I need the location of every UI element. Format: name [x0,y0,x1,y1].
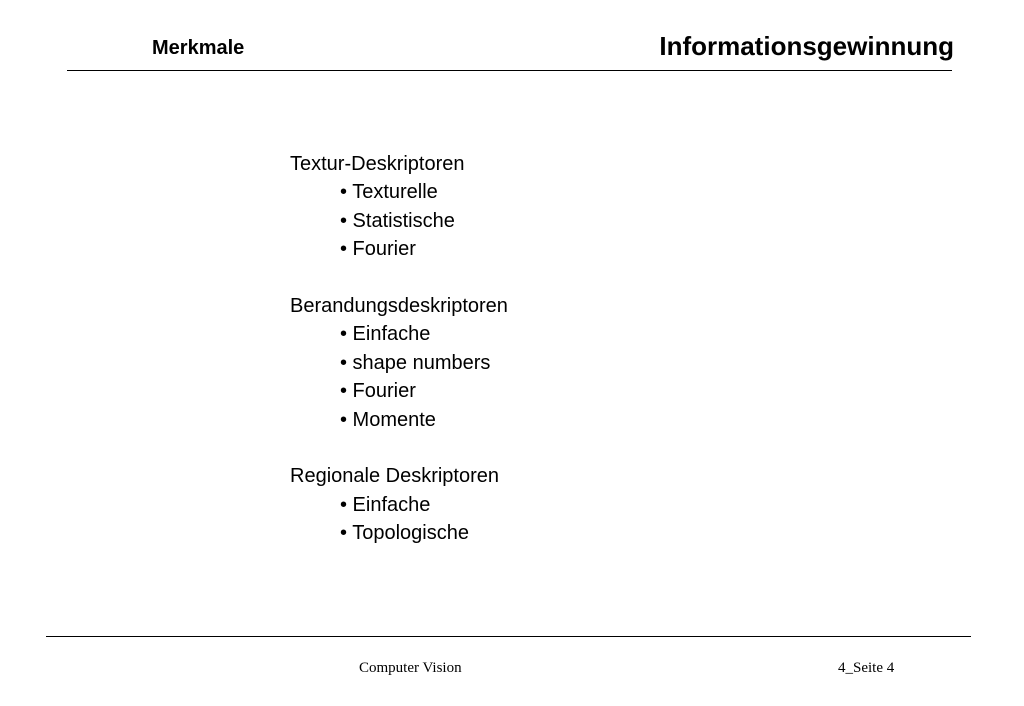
bullet-item: • Einfache [340,493,431,516]
bullet-item: • Statistische [340,209,455,232]
bullet-list [290,178,508,263]
section-title: Textur-Deskriptoren [290,153,465,175]
header-section-title: Merkmale [152,37,245,59]
header-divider [67,70,952,71]
slide-content [290,150,508,548]
header-chapter-title: Informationsgewinnung [659,31,954,61]
section-title: Regionale Deskriptoren [290,465,500,488]
bullet-item: • Momente [340,408,436,431]
bullet-item: • shape numbers [340,351,491,374]
section-texture-descriptors [290,150,508,264]
section-title: Berandungsdeskriptoren [290,295,508,318]
footer-page-number: 4_Seite 4 [838,660,895,676]
bullet-item: • Fourier [340,238,416,261]
section-regional-descriptors [290,462,508,547]
section-boundary-descriptors [290,292,508,434]
bullet-item: • Texturelle [340,181,438,204]
footer-divider [46,636,971,637]
bullet-list [290,320,508,434]
footer-course-name: Computer Vision [359,660,462,676]
bullet-list [290,491,508,548]
bullet-item: • Einfache [340,323,431,346]
bullet-item: • Topologische [340,522,469,545]
bullet-item: • Fourier [340,380,416,403]
